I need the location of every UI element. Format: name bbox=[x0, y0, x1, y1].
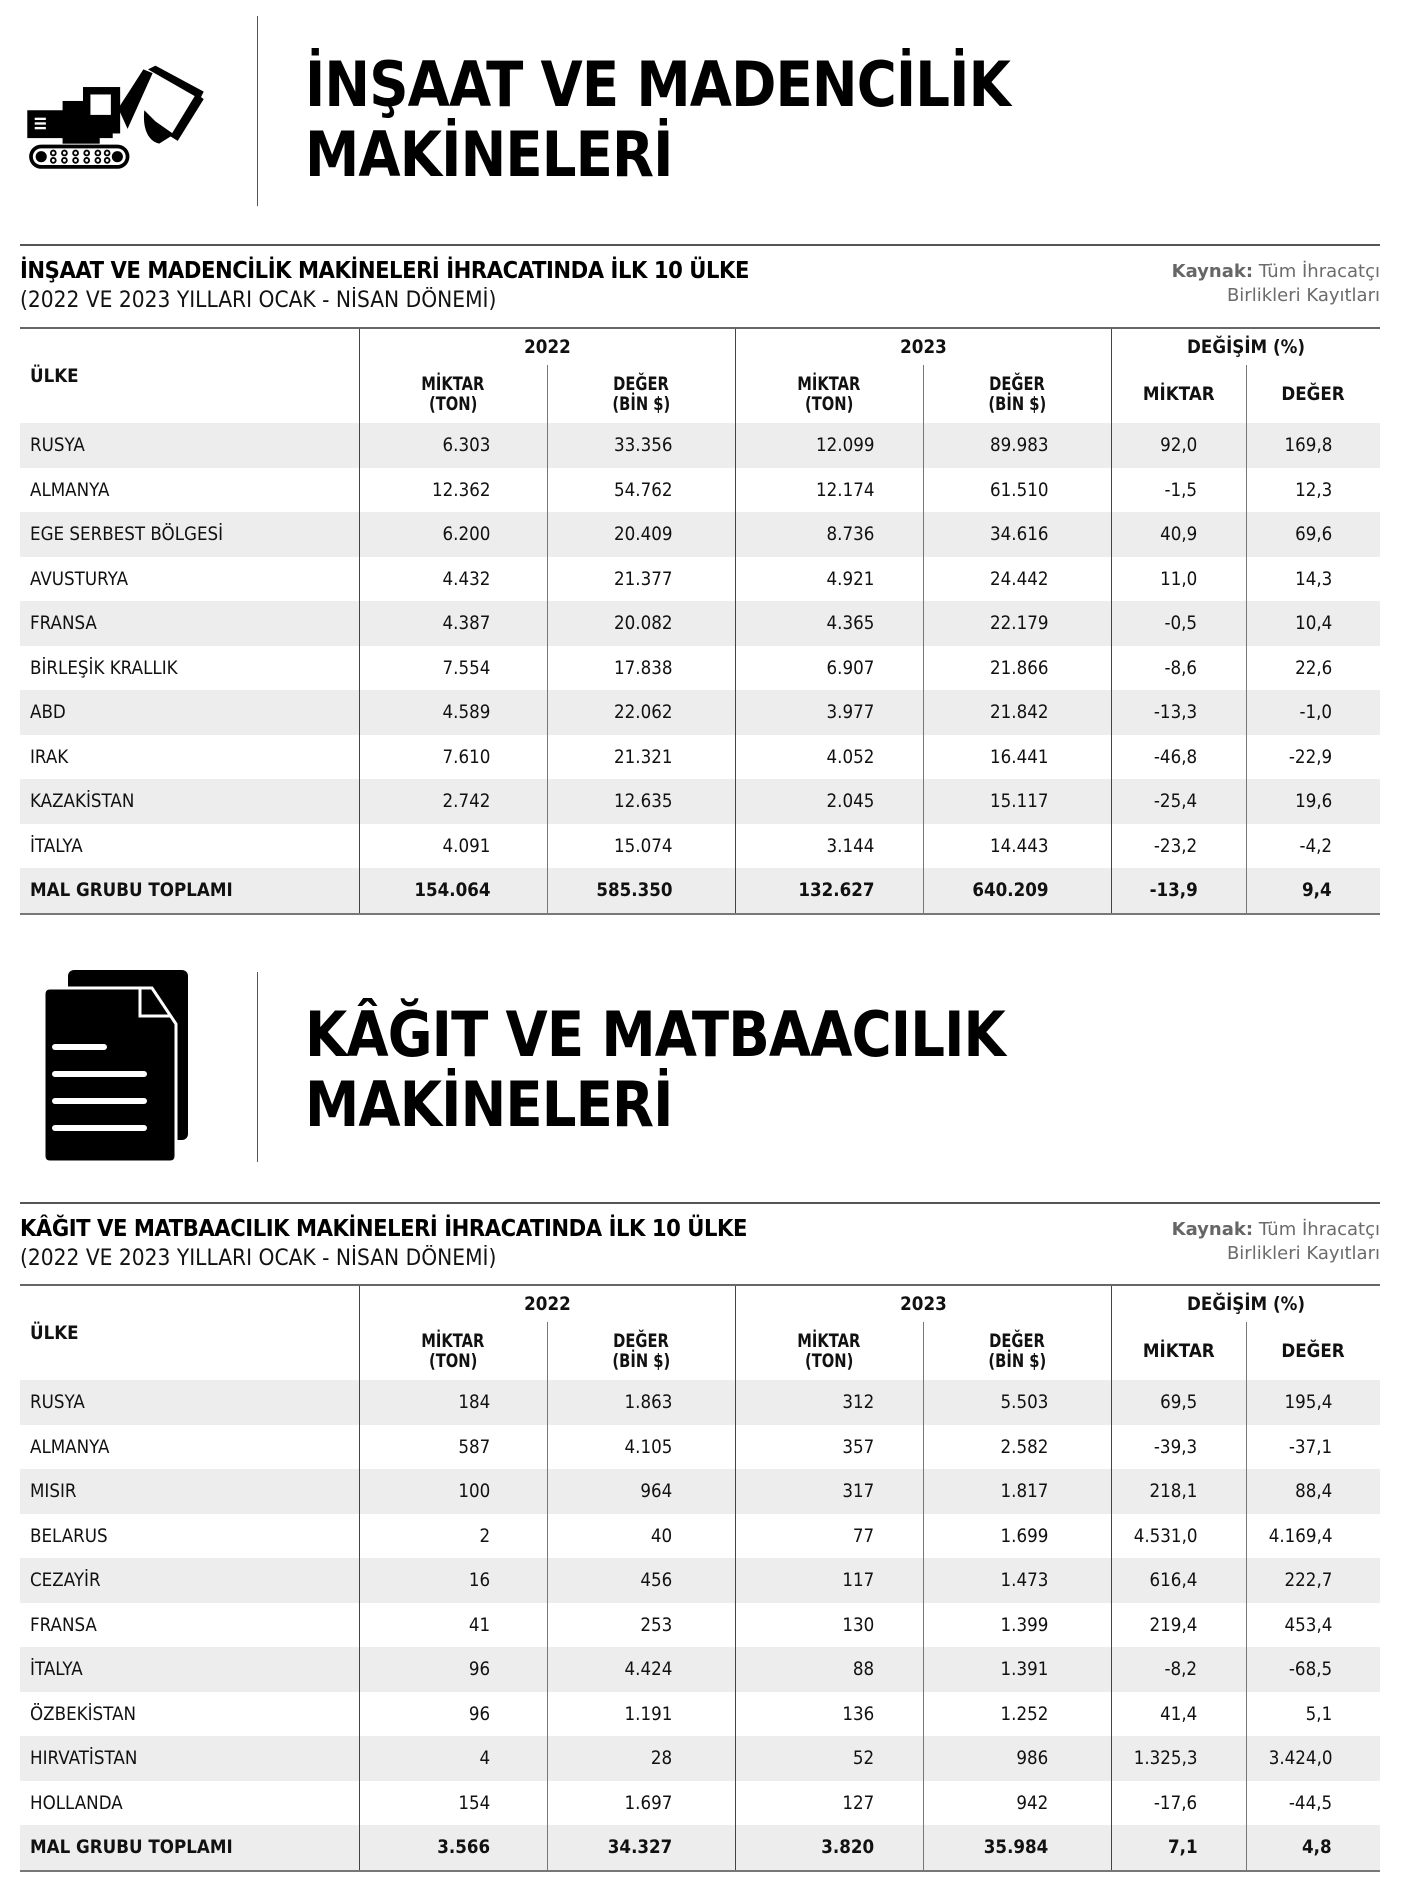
header-val-2023: DEĞER (BİN $) bbox=[923, 365, 1111, 423]
cell-val-2022: 12.635 bbox=[547, 779, 735, 824]
header-year-2022: 2022 bbox=[359, 328, 735, 365]
table-title: KÂĞIT VE MATBAACILIK MAKİNELERİ İHRACATINDA İLK 10 ÜLKE bbox=[20, 1216, 747, 1242]
cell-qty-2023: 4.365 bbox=[735, 601, 923, 646]
cell-val-2022: 20.409 bbox=[547, 512, 735, 557]
cell-val-2022: 21.321 bbox=[547, 735, 735, 780]
header-val-2022: DEĞER (BİN $) bbox=[547, 365, 735, 423]
table-row bbox=[20, 646, 1380, 691]
cell-qty-2023: 77 bbox=[735, 1514, 923, 1559]
cell-val-2023: 35.984 bbox=[923, 1825, 1111, 1871]
cell-val-2022: 4.424 bbox=[547, 1647, 735, 1692]
cell-qty-2023: 52 bbox=[735, 1736, 923, 1781]
table-subtitle: (2022 VE 2023 YILLARI OCAK - NİSAN DÖNEMİ) bbox=[20, 288, 497, 313]
cell-qty-2022: 6.200 bbox=[359, 512, 547, 557]
section-1-hero bbox=[0, 12, 1408, 212]
header-change: DEĞİŞİM (%) bbox=[1111, 328, 1380, 365]
table-row bbox=[20, 824, 1380, 869]
cell-country: MAL GRUBU TOPLAMI bbox=[20, 1825, 359, 1871]
cell-val-2023: 89.983 bbox=[923, 423, 1111, 468]
table-row bbox=[20, 1781, 1380, 1826]
header-country: ÜLKE bbox=[30, 1322, 79, 1344]
cell-val-2023: 24.442 bbox=[923, 557, 1111, 602]
cell-change-qty: 4.531,0 bbox=[1111, 1514, 1246, 1559]
cell-change-qty: 41,4 bbox=[1111, 1692, 1246, 1737]
cell-qty-2023: 117 bbox=[735, 1558, 923, 1603]
cell-val-2023: 21.842 bbox=[923, 690, 1111, 735]
cell-val-2023: 14.443 bbox=[923, 824, 1111, 869]
cell-val-2023: 1.252 bbox=[923, 1692, 1111, 1737]
cell-change-val: 88,4 bbox=[1246, 1469, 1380, 1514]
cell-change-val: -1,0 bbox=[1246, 690, 1380, 735]
cell-qty-2023: 4.921 bbox=[735, 557, 923, 602]
cell-qty-2023: 127 bbox=[735, 1781, 923, 1826]
cell-qty-2023: 88 bbox=[735, 1647, 923, 1692]
cell-change-val: 4,8 bbox=[1246, 1825, 1380, 1871]
cell-change-qty: 40,9 bbox=[1111, 512, 1246, 557]
cell-country: İTALYA bbox=[20, 1647, 359, 1692]
cell-val-2022: 1.863 bbox=[547, 1380, 735, 1425]
cell-val-2023: 942 bbox=[923, 1781, 1111, 1826]
cell-qty-2023: 12.099 bbox=[735, 423, 923, 468]
cell-qty-2022: 7.610 bbox=[359, 735, 547, 780]
cell-val-2022: 54.762 bbox=[547, 468, 735, 513]
cell-change-val: 195,4 bbox=[1246, 1380, 1380, 1425]
cell-change-val: 222,7 bbox=[1246, 1558, 1380, 1603]
cell-qty-2022: 2 bbox=[359, 1514, 547, 1559]
section-title-line2: MAKİNELERİ bbox=[305, 118, 673, 191]
cell-qty-2022: 7.554 bbox=[359, 646, 547, 691]
cell-country: EGE SERBEST BÖLGESİ bbox=[20, 512, 359, 557]
cell-qty-2023: 130 bbox=[735, 1603, 923, 1648]
cell-change-qty: -0,5 bbox=[1111, 601, 1246, 646]
cell-qty-2023: 357 bbox=[735, 1425, 923, 1470]
cell-change-qty: 219,4 bbox=[1111, 1603, 1246, 1648]
cell-change-val: 453,4 bbox=[1246, 1603, 1380, 1648]
cell-val-2022: 253 bbox=[547, 1603, 735, 1648]
cell-val-2023: 640.209 bbox=[923, 868, 1111, 914]
cell-change-qty: -25,4 bbox=[1111, 779, 1246, 824]
table-title: İNŞAAT VE MADENCİLİK MAKİNELERİ İHRACATINDA İLK 10 ÜLKE bbox=[20, 258, 749, 284]
cell-qty-2023: 136 bbox=[735, 1692, 923, 1737]
header-qty-2022: MİKTAR (TON) bbox=[359, 365, 547, 423]
cell-change-qty: -8,2 bbox=[1111, 1647, 1246, 1692]
cell-country: ALMANYA bbox=[30, 478, 110, 501]
cell-change-qty: -23,2 bbox=[1111, 824, 1246, 869]
cell-change-val: 19,6 bbox=[1246, 779, 1380, 824]
cell-country: FRANSA bbox=[30, 1613, 97, 1636]
header-country: ÜLKE bbox=[30, 365, 79, 387]
cell-change-val: -44,5 bbox=[1246, 1781, 1380, 1826]
cell-val-2023: 5.503 bbox=[923, 1380, 1111, 1425]
cell-val-2023: 34.616 bbox=[923, 512, 1111, 557]
cell-country: İTALYA bbox=[30, 834, 83, 857]
table-row bbox=[20, 1469, 1380, 1514]
cell-val-2023: 986 bbox=[923, 1736, 1111, 1781]
section-title bbox=[305, 1000, 1005, 1140]
cell-val-2023: 1.817 bbox=[923, 1469, 1111, 1514]
cell-val-2023: 1.699 bbox=[923, 1514, 1111, 1559]
table-caption bbox=[20, 244, 1380, 326]
cell-qty-2022: 4.387 bbox=[359, 601, 547, 646]
cell-val-2023: 22.179 bbox=[923, 601, 1111, 646]
cell-change-qty: -46,8 bbox=[1111, 735, 1246, 780]
cell-change-val: 14,3 bbox=[1246, 557, 1380, 602]
excavator-icon bbox=[18, 60, 213, 180]
divider-line bbox=[257, 16, 258, 206]
cell-qty-2022: 96 bbox=[359, 1692, 547, 1737]
cell-val-2022: 17.838 bbox=[547, 646, 735, 691]
header-change: DEĞİŞİM (%) bbox=[1111, 1285, 1380, 1322]
table-row bbox=[20, 1603, 1380, 1648]
cell-change-val: 22,6 bbox=[1246, 646, 1380, 691]
cell-country: CEZAYİR bbox=[20, 1558, 359, 1603]
cell-country: BİRLEŞİK KRALLIK bbox=[30, 656, 178, 679]
cell-change-val: 4.169,4 bbox=[1246, 1514, 1380, 1559]
cell-change-qty: 7,1 bbox=[1111, 1825, 1246, 1871]
cell-qty-2022: 4.432 bbox=[359, 557, 547, 602]
cell-qty-2022: 587 bbox=[359, 1425, 547, 1470]
table-row bbox=[20, 1380, 1380, 1425]
cell-val-2023: 61.510 bbox=[923, 468, 1111, 513]
cell-qty-2023: 6.907 bbox=[735, 646, 923, 691]
cell-change-val: 3.424,0 bbox=[1246, 1736, 1380, 1781]
cell-val-2022: 34.327 bbox=[547, 1825, 735, 1871]
cell-change-qty: -1,5 bbox=[1111, 468, 1246, 513]
cell-val-2022: 4.105 bbox=[547, 1425, 735, 1470]
cell-val-2022: 22.062 bbox=[547, 690, 735, 735]
cell-qty-2022: 4.589 bbox=[359, 690, 547, 735]
cell-country: AVUSTURYA bbox=[30, 567, 129, 590]
cell-val-2022: 585.350 bbox=[547, 868, 735, 914]
cell-change-qty: 11,0 bbox=[1111, 557, 1246, 602]
cell-qty-2022: 6.303 bbox=[359, 423, 547, 468]
cell-qty-2023: 3.144 bbox=[735, 824, 923, 869]
cell-qty-2023: 317 bbox=[735, 1469, 923, 1514]
cell-qty-2022: 16 bbox=[359, 1558, 547, 1603]
header-change-val: DEĞER bbox=[1246, 1322, 1380, 1380]
source-note bbox=[1172, 260, 1380, 308]
cell-val-2023: 1.399 bbox=[923, 1603, 1111, 1648]
cell-qty-2023: 8.736 bbox=[735, 512, 923, 557]
cell-val-2023: 1.391 bbox=[923, 1647, 1111, 1692]
table-row bbox=[20, 1736, 1380, 1781]
cell-val-2022: 40 bbox=[547, 1514, 735, 1559]
cell-country: FRANSA bbox=[20, 601, 359, 646]
cell-val-2022: 1.191 bbox=[547, 1692, 735, 1737]
cell-change-qty: 1.325,3 bbox=[1111, 1736, 1246, 1781]
cell-val-2022: 21.377 bbox=[547, 557, 735, 602]
divider-line bbox=[257, 972, 258, 1162]
source-line1: Tüm İhracatçı bbox=[1258, 261, 1380, 282]
cell-country: ÖZBEKİSTAN bbox=[30, 1702, 137, 1725]
cell-country: ALMANYA bbox=[30, 1435, 110, 1458]
table-row bbox=[20, 468, 1380, 513]
table-caption bbox=[20, 1202, 1380, 1284]
cell-qty-2022: 96 bbox=[359, 1647, 547, 1692]
cell-country: RUSYA bbox=[20, 423, 359, 468]
cell-qty-2023: 132.627 bbox=[735, 868, 923, 914]
cell-val-2022: 15.074 bbox=[547, 824, 735, 869]
cell-change-val: 69,6 bbox=[1246, 512, 1380, 557]
cell-change-qty: 69,5 bbox=[1111, 1380, 1246, 1425]
total-row bbox=[20, 868, 1380, 914]
table-row bbox=[20, 690, 1380, 735]
total-row bbox=[20, 1825, 1380, 1871]
cell-qty-2022: 154 bbox=[359, 1781, 547, 1826]
cell-change-val: 12,3 bbox=[1246, 468, 1380, 513]
cell-change-val: -68,5 bbox=[1246, 1647, 1380, 1692]
header-val-2022: DEĞER (BİN $) bbox=[547, 1322, 735, 1380]
table-row bbox=[20, 1647, 1380, 1692]
export-table-paper-printing bbox=[20, 1284, 1380, 1872]
table-subtitle: (2022 VE 2023 YILLARI OCAK - NİSAN DÖNEMİ) bbox=[20, 1246, 497, 1271]
cell-qty-2023: 4.052 bbox=[735, 735, 923, 780]
cell-qty-2023: 3.820 bbox=[735, 1825, 923, 1871]
cell-qty-2022: 4.091 bbox=[359, 824, 547, 869]
header-qty-2023: MİKTAR (TON) bbox=[735, 1322, 923, 1380]
table-row bbox=[20, 557, 1380, 602]
cell-qty-2022: 100 bbox=[359, 1469, 547, 1514]
cell-val-2022: 456 bbox=[547, 1558, 735, 1603]
section-title-line2: MAKİNELERİ bbox=[305, 1068, 673, 1141]
section-title bbox=[305, 50, 1010, 190]
table-row bbox=[20, 1692, 1380, 1737]
cell-change-qty: -8,6 bbox=[1111, 646, 1246, 691]
section-title-line1: KÂĞIT VE MATBAACILIK bbox=[305, 998, 1005, 1071]
cell-change-val: -4,2 bbox=[1246, 824, 1380, 869]
table-row bbox=[20, 423, 1380, 468]
cell-qty-2022: 184 bbox=[359, 1380, 547, 1425]
cell-qty-2022: 41 bbox=[359, 1603, 547, 1648]
cell-change-val: 5,1 bbox=[1246, 1692, 1380, 1737]
source-line1: Tüm İhracatçı bbox=[1258, 1219, 1380, 1240]
table-row bbox=[20, 601, 1380, 646]
header-qty-2022: MİKTAR (TON) bbox=[359, 1322, 547, 1380]
cell-val-2023: 21.866 bbox=[923, 646, 1111, 691]
header-year-2023: 2023 bbox=[735, 328, 1111, 365]
header-year-2023: 2023 bbox=[735, 1285, 1111, 1322]
cell-val-2023: 1.473 bbox=[923, 1558, 1111, 1603]
section-2-hero bbox=[0, 960, 1408, 1160]
cell-country: HIRVATİSTAN bbox=[20, 1736, 359, 1781]
cell-qty-2022: 12.362 bbox=[359, 468, 547, 513]
cell-val-2022: 20.082 bbox=[547, 601, 735, 646]
cell-change-val: 169,8 bbox=[1246, 423, 1380, 468]
cell-qty-2023: 12.174 bbox=[735, 468, 923, 513]
section-title-line1: İNŞAAT VE MADENCİLİK bbox=[305, 48, 1011, 121]
cell-change-qty: -13,3 bbox=[1111, 690, 1246, 735]
cell-change-val: -22,9 bbox=[1246, 735, 1380, 780]
table-row bbox=[20, 735, 1380, 780]
cell-change-qty: -17,6 bbox=[1111, 1781, 1246, 1826]
source-note bbox=[1172, 1218, 1380, 1266]
source-label: Kaynak: bbox=[1171, 1219, 1254, 1240]
cell-val-2022: 964 bbox=[547, 1469, 735, 1514]
source-line2: Birlikleri Kayıtları bbox=[1226, 285, 1380, 306]
table-row bbox=[20, 1425, 1380, 1470]
export-table-construction bbox=[20, 327, 1380, 915]
cell-qty-2022: 4 bbox=[359, 1736, 547, 1781]
cell-country: MISIR bbox=[20, 1469, 359, 1514]
table-row bbox=[20, 1558, 1380, 1603]
source-line2: Birlikleri Kayıtları bbox=[1226, 1243, 1380, 1264]
cell-val-2022: 33.356 bbox=[547, 423, 735, 468]
header-year-2022: 2022 bbox=[359, 1285, 735, 1322]
cell-change-qty: 218,1 bbox=[1111, 1469, 1246, 1514]
cell-country: HOLLANDA bbox=[30, 1791, 123, 1814]
cell-val-2022: 28 bbox=[547, 1736, 735, 1781]
cell-country: BELARUS bbox=[30, 1524, 108, 1547]
table-row bbox=[20, 779, 1380, 824]
cell-change-qty: -13,9 bbox=[1111, 868, 1246, 914]
table-row bbox=[20, 1514, 1380, 1559]
header-change-val: DEĞER bbox=[1246, 365, 1380, 423]
cell-qty-2023: 2.045 bbox=[735, 779, 923, 824]
cell-val-2023: 16.441 bbox=[923, 735, 1111, 780]
table-row bbox=[20, 512, 1380, 557]
header-change-qty: MİKTAR bbox=[1111, 1322, 1246, 1380]
cell-change-val: 9,4 bbox=[1246, 868, 1380, 914]
header-val-2023: DEĞER (BİN $) bbox=[923, 1322, 1111, 1380]
cell-change-qty: 92,0 bbox=[1111, 423, 1246, 468]
cell-change-qty: 616,4 bbox=[1111, 1558, 1246, 1603]
cell-change-val: -37,1 bbox=[1246, 1425, 1380, 1470]
cell-change-qty: -39,3 bbox=[1111, 1425, 1246, 1470]
source-label: Kaynak: bbox=[1171, 261, 1254, 282]
cell-val-2023: 15.117 bbox=[923, 779, 1111, 824]
cell-country: MAL GRUBU TOPLAMI bbox=[20, 868, 359, 914]
cell-country: ABD bbox=[20, 690, 359, 735]
cell-country: IRAK bbox=[30, 745, 69, 768]
cell-qty-2023: 312 bbox=[735, 1380, 923, 1425]
header-qty-2023: MİKTAR (TON) bbox=[735, 365, 923, 423]
cell-qty-2022: 2.742 bbox=[359, 779, 547, 824]
cell-change-val: 10,4 bbox=[1246, 601, 1380, 646]
cell-qty-2023: 3.977 bbox=[735, 690, 923, 735]
cell-qty-2022: 3.566 bbox=[359, 1825, 547, 1871]
documents-icon bbox=[44, 970, 189, 1165]
cell-country: RUSYA bbox=[20, 1380, 359, 1425]
header-change-qty: MİKTAR bbox=[1111, 365, 1246, 423]
cell-country: KAZAKİSTAN bbox=[20, 779, 359, 824]
cell-qty-2022: 154.064 bbox=[359, 868, 547, 914]
cell-val-2022: 1.697 bbox=[547, 1781, 735, 1826]
cell-val-2023: 2.582 bbox=[923, 1425, 1111, 1470]
